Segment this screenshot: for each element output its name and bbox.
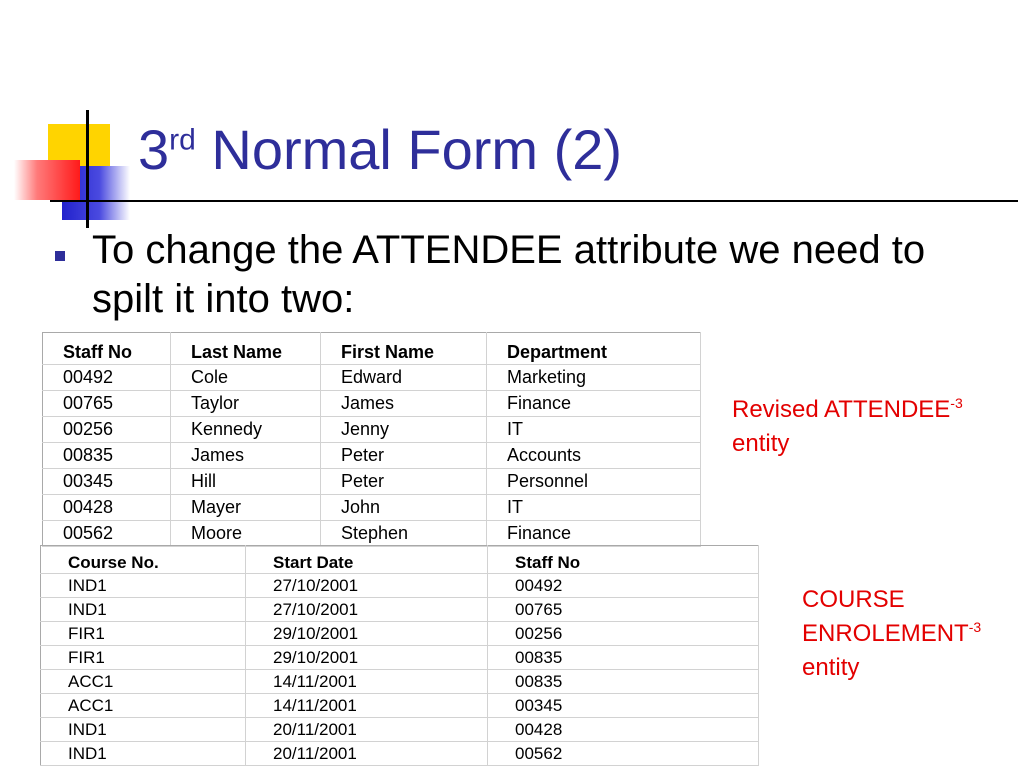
enrolement-column-header: Course No. bbox=[41, 546, 246, 574]
enrolement-table-cell: FIR1 bbox=[41, 646, 246, 670]
attendee-table-cell: Mayer bbox=[171, 495, 321, 521]
enrolement-table-cell: 00562 bbox=[488, 742, 759, 766]
course-enrolement-label bbox=[802, 583, 981, 685]
attendee-table-row bbox=[43, 521, 701, 547]
enrolement-table-row bbox=[41, 622, 759, 646]
attendee-table bbox=[42, 332, 701, 547]
attendee-table-cell: 00765 bbox=[43, 391, 171, 417]
attendee-table-cell: Peter bbox=[321, 469, 487, 495]
enrolement-table-cell: ACC1 bbox=[41, 670, 246, 694]
attendee-table-row bbox=[43, 469, 701, 495]
attendee-table-cell: Edward bbox=[321, 365, 487, 391]
title-superscript: rd bbox=[169, 123, 196, 157]
attendee-table-cell: Peter bbox=[321, 443, 487, 469]
square-bullet-icon bbox=[55, 251, 65, 261]
enrolement-table-row bbox=[41, 742, 759, 766]
enrolement-table-cell: 20/11/2001 bbox=[246, 718, 488, 742]
enrolement-table-cell: 00765 bbox=[488, 598, 759, 622]
enrolement-table-cell: 27/10/2001 bbox=[246, 574, 488, 598]
enrolement-table-row bbox=[41, 694, 759, 718]
attendee-table-cell: 00428 bbox=[43, 495, 171, 521]
attendee-table-row bbox=[43, 365, 701, 391]
attendee-table-cell: Jenny bbox=[321, 417, 487, 443]
attendee-table-row bbox=[43, 417, 701, 443]
attendee-table-cell: Personnel bbox=[487, 469, 701, 495]
attendee-table-cell: Cole bbox=[171, 365, 321, 391]
enrolement-table-cell: IND1 bbox=[41, 742, 246, 766]
attendee-table-cell: 00562 bbox=[43, 521, 171, 547]
attendee-table-cell: 00492 bbox=[43, 365, 171, 391]
attendee-table-cell: Moore bbox=[171, 521, 321, 547]
enrolement-table-cell: IND1 bbox=[41, 574, 246, 598]
attendee-table-cell: 00835 bbox=[43, 443, 171, 469]
title-number: 3 bbox=[138, 118, 170, 181]
attendee-column-header: Last Name bbox=[171, 333, 321, 365]
enrolement-table-cell: FIR1 bbox=[41, 622, 246, 646]
slide-title bbox=[138, 118, 622, 182]
title-text: Normal Form (2) bbox=[195, 118, 623, 181]
enrolement-table-cell: 14/11/2001 bbox=[246, 694, 488, 718]
enrolement-table-row bbox=[41, 646, 759, 670]
attendee-label-line2: entity bbox=[732, 430, 790, 457]
course-enrolement-table-header bbox=[41, 546, 759, 574]
attendee-table-cell: John bbox=[321, 495, 487, 521]
enrolement-table-row bbox=[41, 718, 759, 742]
title-underline bbox=[50, 200, 1018, 202]
enrolement-table-cell: 00492 bbox=[488, 574, 759, 598]
enrolement-table-cell: 00345 bbox=[488, 694, 759, 718]
enrolement-table-cell: 00835 bbox=[488, 670, 759, 694]
attendee-column-header: Staff No bbox=[43, 333, 171, 365]
attendee-table-cell: 00345 bbox=[43, 469, 171, 495]
enrolement-column-header: Staff No bbox=[488, 546, 759, 574]
course-enrolement-table bbox=[40, 545, 759, 766]
bullet-text: To change the ATTENDEE attribute we need to spilt it into two: bbox=[92, 228, 926, 321]
attendee-table-cell: 00256 bbox=[43, 417, 171, 443]
enrolement-table-cell: 29/10/2001 bbox=[246, 646, 488, 670]
attendee-table-cell: Kennedy bbox=[171, 417, 321, 443]
attendee-table-cell: James bbox=[171, 443, 321, 469]
enrolement-table-cell: 20/11/2001 bbox=[246, 742, 488, 766]
attendee-label-line1: Revised ATTENDEE bbox=[732, 396, 951, 423]
enrolement-table-cell: 14/11/2001 bbox=[246, 670, 488, 694]
attendee-table-cell: James bbox=[321, 391, 487, 417]
attendee-table-header bbox=[43, 333, 701, 365]
course-label-sup: -3 bbox=[968, 619, 982, 635]
attendee-table-cell: Marketing bbox=[487, 365, 701, 391]
enrolement-header-row bbox=[41, 546, 759, 574]
attendee-table-cell: IT bbox=[487, 417, 701, 443]
enrolement-table-cell: IND1 bbox=[41, 718, 246, 742]
revised-attendee-label bbox=[732, 393, 963, 461]
attendee-header-row bbox=[43, 333, 701, 365]
enrolement-table-cell: ACC1 bbox=[41, 694, 246, 718]
course-label-line3: entity bbox=[802, 654, 860, 681]
attendee-table-row bbox=[43, 495, 701, 521]
attendee-table-row bbox=[43, 391, 701, 417]
enrolement-table-row bbox=[41, 670, 759, 694]
enrolement-table-cell: 00835 bbox=[488, 646, 759, 670]
attendee-table-cell: Stephen bbox=[321, 521, 487, 547]
attendee-column-header: First Name bbox=[321, 333, 487, 365]
attendee-table-cell: Finance bbox=[487, 521, 701, 547]
attendee-table-cell: Accounts bbox=[487, 443, 701, 469]
course-label-line1: COURSE bbox=[802, 586, 905, 613]
enrolement-table-cell: 27/10/2001 bbox=[246, 598, 488, 622]
course-label-line2: ENROLEMENT bbox=[802, 620, 969, 647]
enrolement-table-cell: 29/10/2001 bbox=[246, 622, 488, 646]
attendee-table-body bbox=[43, 365, 701, 547]
attendee-table-cell: Taylor bbox=[171, 391, 321, 417]
course-enrolement-table-body bbox=[41, 574, 759, 766]
attendee-label-sup: -3 bbox=[950, 395, 963, 411]
attendee-column-header: Department bbox=[487, 333, 701, 365]
enrolement-table-cell: IND1 bbox=[41, 598, 246, 622]
attendee-table-cell: IT bbox=[487, 495, 701, 521]
enrolement-table-cell: 00256 bbox=[488, 622, 759, 646]
enrolement-table-row bbox=[41, 598, 759, 622]
decor-red-square bbox=[14, 160, 80, 200]
enrolement-table-row bbox=[41, 574, 759, 598]
attendee-table-cell: Finance bbox=[487, 391, 701, 417]
decor-vertical-line bbox=[86, 110, 89, 228]
attendee-table-row bbox=[43, 443, 701, 469]
enrolement-table-cell: 00428 bbox=[488, 718, 759, 742]
attendee-table-cell: Hill bbox=[171, 469, 321, 495]
enrolement-column-header: Start Date bbox=[246, 546, 488, 574]
